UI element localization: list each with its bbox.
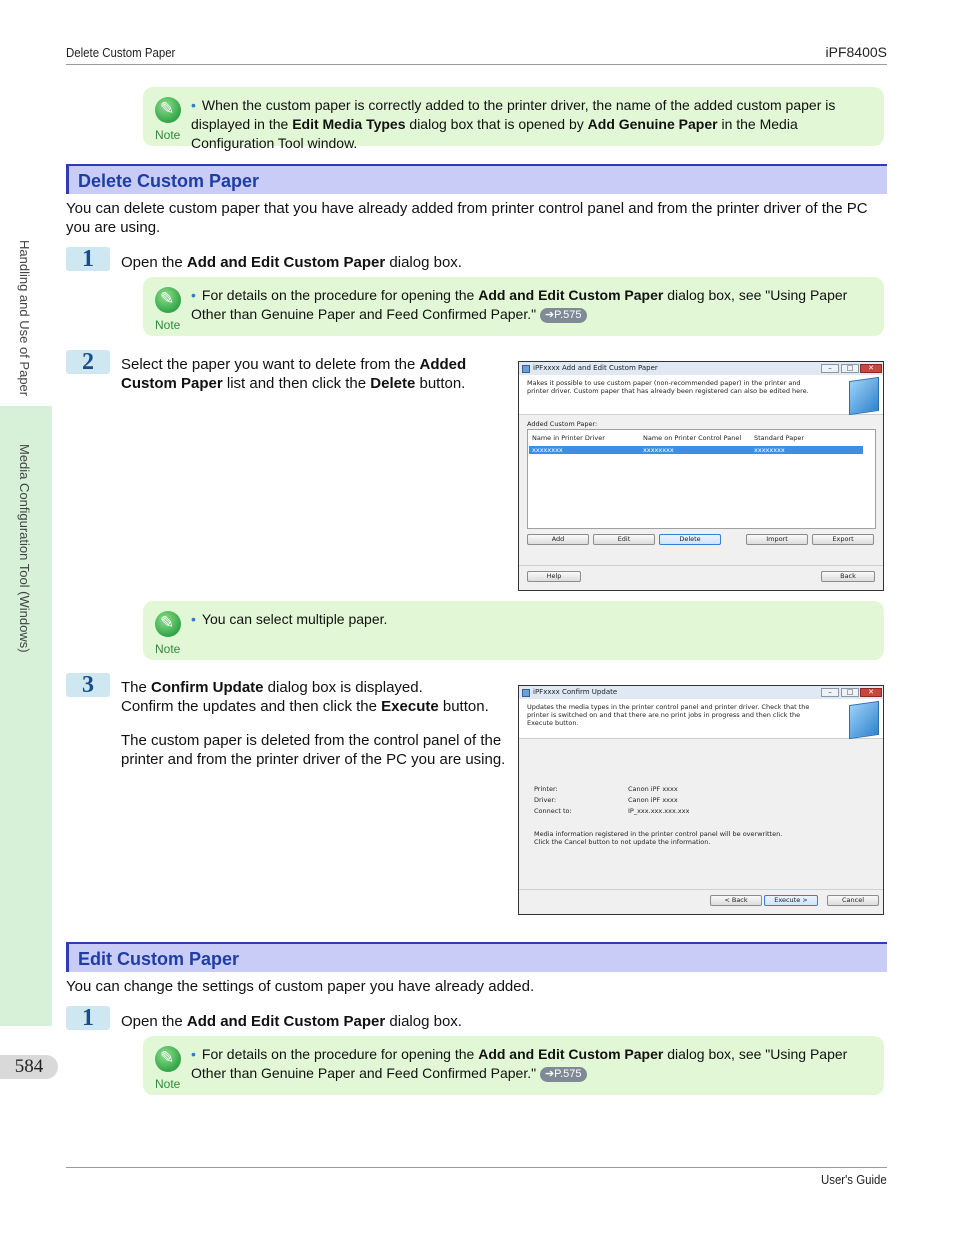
note-text [191, 286, 872, 324]
close-icon[interactable]: ✕ [860, 364, 882, 373]
note-label: Note [155, 128, 181, 142]
side-tab-chapter-label: Handling and Use of Paper [17, 240, 32, 397]
note-text [191, 1045, 872, 1083]
list-cell: xxxxxxxx [643, 446, 674, 454]
note-text-part: dialog box, see "Using Paper Other than Genuine Paper and Feed Confirmed Paper." [191, 287, 848, 322]
edit-button[interactable]: Edit [593, 534, 655, 545]
note-text-part: dialog box that is opened by [405, 116, 588, 132]
cancel-button[interactable]: Cancel [827, 895, 879, 906]
list-cell: xxxxxxxx [754, 446, 785, 454]
note-label: Note [155, 642, 181, 656]
printer-value: Canon iPF xxxx [628, 785, 678, 793]
note-text-part: For details on the procedure for opening the [201, 1046, 479, 1062]
driver-value: Canon iPF xxxx [628, 796, 678, 804]
minimize-icon[interactable]: – [821, 688, 839, 697]
connect-to-label: Connect to: [534, 807, 572, 815]
step-text-bold: Added Custom Paper [121, 356, 467, 392]
note-text-bold: Add and Edit Custom Paper [478, 1046, 664, 1062]
note-box-2 [143, 277, 884, 336]
step-text-part: button. [438, 698, 489, 715]
step-number: 3 [66, 673, 110, 697]
section-intro: You can delete custom paper that you have already added from printer control panel and from the printer driver of the PC you are using. [66, 200, 868, 236]
dialog-banner [519, 375, 883, 415]
close-icon[interactable]: ✕ [860, 688, 882, 697]
running-header-model: iPF8400S [825, 44, 887, 60]
step-text [121, 1012, 821, 1031]
step-text-part: button. [415, 375, 466, 392]
page-reference-link[interactable]: ➔P.575 [540, 308, 587, 323]
step-text-bold: Confirm Update [151, 679, 264, 696]
column-header[interactable]: Name in Printer Driver [532, 434, 605, 442]
section-heading-edit [66, 942, 887, 972]
dialog-description: Updates the media types in the printer control panel and printer driver. Check that the printer is switched on and that there are no print jobs in progress and then click the Execute button. [527, 703, 810, 727]
dialog-title: iPFxxxx Confirm Update [533, 688, 618, 696]
step-text-bold: Delete [370, 375, 416, 392]
note-label: Note [155, 318, 181, 332]
page-number: 584 [0, 1055, 58, 1079]
note-text [191, 610, 872, 629]
added-custom-paper-list[interactable] [527, 429, 876, 529]
side-tab-section-label: Media Configuration Tool (Windows) [17, 444, 32, 653]
step-text-part: Confirm the updates and then click the [121, 698, 382, 715]
delete-button[interactable]: Delete [659, 534, 721, 545]
paper-stack-icon [849, 701, 879, 739]
note-label: Note [155, 1077, 181, 1091]
note-text-part: You can select multiple paper. [201, 611, 388, 627]
confirm-update-dialog [518, 685, 884, 915]
note-text-bold: Add Genuine Paper [587, 116, 718, 132]
header-divider [66, 64, 887, 65]
step-number: 1 [66, 1006, 110, 1030]
step-text-part: list and then click the [222, 375, 371, 392]
note-text-bold: Edit Media Types [292, 116, 406, 132]
execute-button[interactable]: Execute > [764, 895, 818, 906]
maximize-icon[interactable]: □ [841, 364, 859, 373]
dialog-titlebar [519, 362, 883, 375]
note-box-1 [143, 87, 884, 151]
step-number: 1 [66, 247, 110, 271]
app-icon [522, 365, 530, 373]
step-number: 2 [66, 350, 110, 374]
step-text [121, 355, 491, 393]
step-text-part: dialog box. [385, 1013, 462, 1030]
paper-stack-icon [849, 377, 879, 415]
side-tab-section [0, 406, 52, 1026]
step-text-bold: Execute [381, 698, 439, 715]
step-text-part: dialog box is displayed. [263, 679, 423, 696]
note-text-bold: Add and Edit Custom Paper [478, 287, 664, 303]
note-text [191, 96, 872, 153]
printer-label: Printer: [534, 785, 558, 793]
note-text-part: When the custom paper is correctly added to the printer driver, the name of the added custom paper is displayed in the [191, 97, 836, 132]
add-edit-custom-paper-dialog [518, 361, 884, 591]
note-box-3 [143, 601, 884, 660]
app-icon [522, 689, 530, 697]
import-button[interactable]: Import [746, 534, 808, 545]
note-text-part: dialog box, see "Using Paper Other than Genuine Paper and Feed Confirmed Paper." [191, 1046, 848, 1081]
dialog-banner [519, 699, 883, 739]
connect-to-value: IP_xxx.xxx.xxx.xxx [628, 807, 690, 815]
column-header[interactable]: Standard Paper [754, 434, 805, 442]
dialog-title: iPFxxxx Add and Edit Custom Paper [533, 364, 658, 372]
step-text-bold: Add and Edit Custom Paper [186, 254, 386, 271]
bullet-icon: • [191, 287, 196, 303]
selected-list-row[interactable] [529, 446, 863, 454]
note-pencil-icon [155, 1046, 181, 1072]
step-text-part: The [121, 679, 152, 696]
column-header[interactable]: Name on Printer Control Panel [643, 434, 742, 442]
maximize-icon[interactable]: □ [841, 688, 859, 697]
added-custom-paper-label: Added Custom Paper: [527, 420, 598, 428]
step-text-bold: Add and Edit Custom Paper [186, 1013, 386, 1030]
bullet-icon: • [191, 611, 196, 627]
note-pencil-icon [155, 287, 181, 313]
section-title: Delete Custom Paper [78, 171, 260, 191]
note-pencil-icon [155, 611, 181, 637]
overwrite-message: Media information registered in the printer control panel will be overwritten. [534, 830, 783, 838]
section-heading-delete [66, 164, 887, 194]
step-result-text: The custom paper is deleted from the control panel of the printer and from the printer driver of the PC you are using. [121, 732, 506, 768]
note-text-part: For details on the procedure for opening the [201, 287, 479, 303]
driver-label: Driver: [534, 796, 557, 804]
back-button[interactable]: Back [821, 571, 875, 582]
back-button[interactable]: < Back [710, 895, 762, 906]
dialog-divider [519, 565, 883, 566]
step-text-part: Select the paper you want to delete from the [121, 356, 420, 373]
step-text-part: dialog box. [385, 254, 462, 271]
note-text-part: in the Media Configuration Tool window. [191, 116, 798, 151]
dialog-divider [519, 889, 883, 890]
section-intro: You can change the settings of custom paper you have already added. [66, 978, 535, 995]
bullet-icon: • [191, 97, 196, 113]
page-reference-link[interactable]: ➔P.575 [540, 1067, 587, 1082]
section-title: Edit Custom Paper [78, 949, 240, 969]
footer-divider [66, 1167, 887, 1168]
cancel-hint-message: Click the Cancel button to not update the information. [534, 838, 711, 846]
step-text [121, 678, 511, 716]
list-cell: xxxxxxxx [532, 446, 563, 454]
step-text [121, 253, 821, 272]
step-text-part: Open the [121, 1013, 187, 1030]
help-button[interactable]: Help [527, 571, 581, 582]
dialog-titlebar [519, 686, 883, 699]
bullet-icon: • [191, 1046, 196, 1062]
step-text-part: Open the [121, 254, 187, 271]
side-tab-chapter [0, 0, 52, 404]
export-button[interactable]: Export [812, 534, 874, 545]
note-pencil-icon [155, 97, 181, 123]
note-box-4 [143, 1036, 884, 1095]
running-header-section: Delete Custom Paper [66, 45, 176, 60]
dialog-description: Makes it possible to use custom paper (non-recommended paper) in the printer and printer driver. Custom paper that has already been registered can also be edited here. [527, 379, 809, 395]
add-button[interactable]: Add [527, 534, 589, 545]
running-footer-guide: User's Guide [821, 1172, 887, 1187]
minimize-icon[interactable]: – [821, 364, 839, 373]
